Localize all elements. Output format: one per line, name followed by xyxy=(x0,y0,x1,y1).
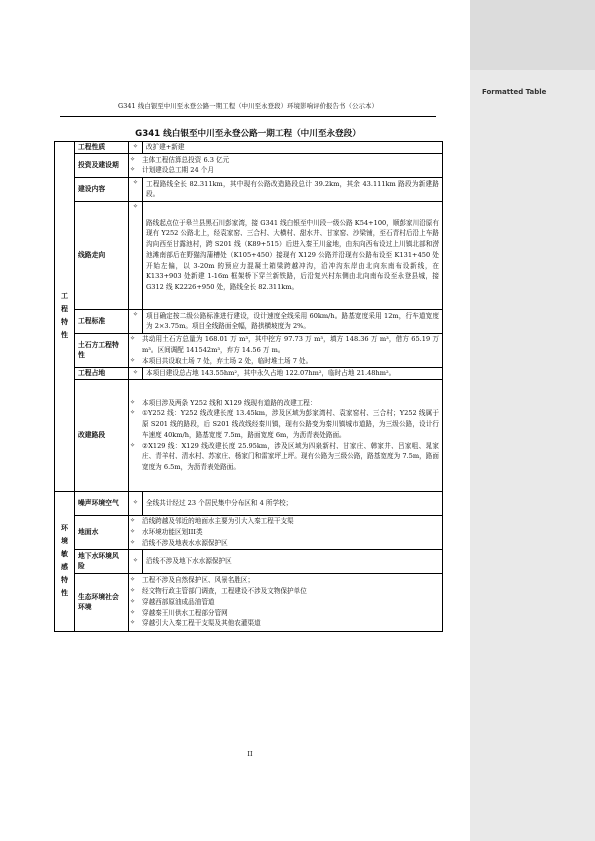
bullet-icon: ✧ xyxy=(129,549,143,573)
row-content: 全线共计经过 23 个居民集中分布区和 4 所学校； xyxy=(143,491,443,515)
bullet-icon: ✧ xyxy=(130,619,136,627)
row-content xyxy=(129,515,443,549)
list-item: 本项目涉及两条 Y252 线和 X129 线现有道路的改建工程： xyxy=(142,398,317,407)
bullet-icon: ✧ xyxy=(130,527,136,535)
bullet-icon: ✧ xyxy=(130,166,136,174)
row-content: 本项目建设总占地 143.55hm²，其中永久占地 122.07hm²，临时占地 21.48hm²。 xyxy=(143,367,443,379)
list-item: 穿越西部原油成品油管道 xyxy=(142,597,215,606)
row-label: 地下水环境风险 xyxy=(75,549,129,573)
comment-sidebar xyxy=(470,0,595,841)
bullet-icon: ✧ xyxy=(129,201,143,309)
row-content: 改扩建+新建 xyxy=(143,142,443,154)
page-number: II xyxy=(247,750,253,758)
list-item: 主体工程估算总投资 6.3 亿元 xyxy=(142,155,230,164)
table-row xyxy=(55,309,443,333)
row-label: 生态环境社会环境 xyxy=(75,573,129,631)
list-item: 本项目共设取土场 7 处，弃土场 2 处，临时堆土场 7 处。 xyxy=(142,356,313,365)
table-row xyxy=(55,491,443,515)
bullet-icon: ✧ xyxy=(130,356,136,364)
row-label: 噪声环境空气 xyxy=(75,491,129,515)
table-row xyxy=(55,379,443,491)
bullet-icon: ✧ xyxy=(129,177,143,201)
row-label: 工程占地 xyxy=(75,367,129,379)
row-label: 改建路段 xyxy=(75,379,129,491)
row-content: 路线起点位于皋兰县黑石川彭家湾，接 G341 线白银至中川段一级公路 K54+100，顺彭家川沿原有现有 Y252 公路北上，经袁家窑、三合村、大横村、甜水井、甘家窑、沙梁铺，至石青村后沿上车路沟向西至甘露池村，跨 S201 线（K89+515）后进入秦王川盆地，由东向西布设过上川镇北部和涝池滩南部后在野猫沟蒲槽处（K105+450）接现有 X129 公路并沿现有公路布设至 K131+450 处开始左偏，以 3-20m 的预应力混凝土箱梁跨越冲沟，沿冲沟东岸由北向东南布设新线，在 K133+903 处新建 1-16m 框架桥下穿兰新铁路，后沿复兴村东侧由北向南布设至永登县城，接 G312 线 K2226+950 处，路线全长 82.311km。 xyxy=(143,201,443,309)
sidebar-header xyxy=(470,0,595,70)
category-engineering xyxy=(55,142,75,492)
bullet-icon: ✧ xyxy=(130,441,136,449)
bullet-icon: ✧ xyxy=(129,142,143,154)
table-row xyxy=(55,201,443,309)
list-item: 共动用土石方总量为 168.01 万 m³，其中挖方 97.73 万 m³，填方 148.36 万 m³，借方 65.19 万 m³。区间调配 141542m³，弃方 14.56 万 m。 xyxy=(142,335,439,354)
row-content xyxy=(129,573,443,631)
bullet-icon: ✧ xyxy=(129,367,143,379)
formatted-table-label: Formatted Table xyxy=(482,88,547,96)
bullet-icon: ✧ xyxy=(130,155,136,163)
row-label: 工程性质 xyxy=(75,142,129,154)
list-item: ②X129 线：X129 线改建长度 25.95km，涉及区域为四泉新村、甘家庄、韩家井、吕家咀、晁家庄、青羊村、清水村、苏家庄、杨家门和雷家坪上坪。现有公路为三级公路，路基宽度为 7.5m，路面宽度为 6.5m，为沥青表处路面。 xyxy=(142,441,439,472)
row-label: 建设内容 xyxy=(75,177,129,201)
bullet-icon: ✧ xyxy=(130,608,136,616)
row-content xyxy=(129,333,443,367)
row-content xyxy=(129,379,443,491)
table-row xyxy=(55,153,443,177)
list-item: 工程不涉及自然保护区、风景名胜区； xyxy=(142,576,255,585)
page-header: G341 线白银至中川至永登公路一期工程（中川至永登段）环境影响评价报告书（公示本） xyxy=(60,96,436,117)
row-label: 地面水 xyxy=(75,515,129,549)
row-content: 项目确定按二级公路标准进行建设，设计速度全线采用 60km/h。路基宽度采用 12m，行车道宽度为 2×3.75m。项目全线路面全幅，路拱横坡度为 2%。 xyxy=(143,309,443,333)
bullet-icon: ✧ xyxy=(129,491,143,515)
category-environment xyxy=(55,491,75,631)
project-table xyxy=(54,141,443,632)
table-row xyxy=(55,142,443,154)
category-label: 工 程 特 性 xyxy=(61,292,68,340)
list-item: 穿越引大入秦工程干支渠及其他农灌渠道 xyxy=(142,619,261,628)
row-label: 投资及建设期 xyxy=(75,153,129,177)
document-title: G341 线白银至中川至永登公路一期工程（中川至永登段） xyxy=(135,129,361,139)
table-row xyxy=(55,367,443,379)
list-item: 水环境功能区划III类 xyxy=(142,527,203,536)
bullet-icon: ✧ xyxy=(129,309,143,333)
row-content xyxy=(129,153,443,177)
list-item: 沿线不涉及地表水水源保护区 xyxy=(142,538,228,547)
bullet-icon: ✧ xyxy=(130,409,136,417)
bullet-icon: ✧ xyxy=(130,538,136,546)
bullet-icon: ✧ xyxy=(130,398,136,406)
table-row xyxy=(55,549,443,573)
table-row xyxy=(55,177,443,201)
list-item: ①Y252 线：Y252 线改建长度 13.45km，涉及区域为彭家湾村、袁家窑村、三合村；Y252 线属于原 S201 线的路段，后 S201 线改线经秦川镇，现有公路变为秦川镇城市道路，为三级公路，设计行车速度 40km/h，路基宽度 7.5m，路面宽度 6m，为沥青表处路面。 xyxy=(142,409,439,439)
list-item: 穿越秦王川供水工程部分管网 xyxy=(142,608,228,617)
row-label: 土石方工程特性 xyxy=(75,333,129,367)
bullet-icon: ✧ xyxy=(130,517,136,525)
table-row xyxy=(55,515,443,549)
list-item: 经文物行政主管部门调查，工程建设不涉及文物保护单位 xyxy=(142,587,307,596)
row-label: 工程标准 xyxy=(75,309,129,333)
table-row xyxy=(55,333,443,367)
bullet-icon: ✧ xyxy=(130,587,136,595)
bullet-icon: ✧ xyxy=(130,335,136,343)
bullet-icon: ✧ xyxy=(130,597,136,605)
row-label: 线路走向 xyxy=(75,201,129,309)
bullet-icon: ✧ xyxy=(130,576,136,584)
table-row xyxy=(55,573,443,631)
category-label: 环 境 敏 感 特 性 xyxy=(61,524,68,598)
list-item: 沿线跨越及邻近的地面水主要为引大入秦工程干支渠 xyxy=(142,517,294,526)
row-content: 沿线不涉及地下水水源保护区 xyxy=(143,549,443,573)
list-item: 计划建设总工期 24 个月 xyxy=(142,166,214,175)
row-content: 工程路线全长 82.311km，其中现有公路改造路段总计 39.2km，其余 43.111km 路段为新建路段。 xyxy=(143,177,443,201)
